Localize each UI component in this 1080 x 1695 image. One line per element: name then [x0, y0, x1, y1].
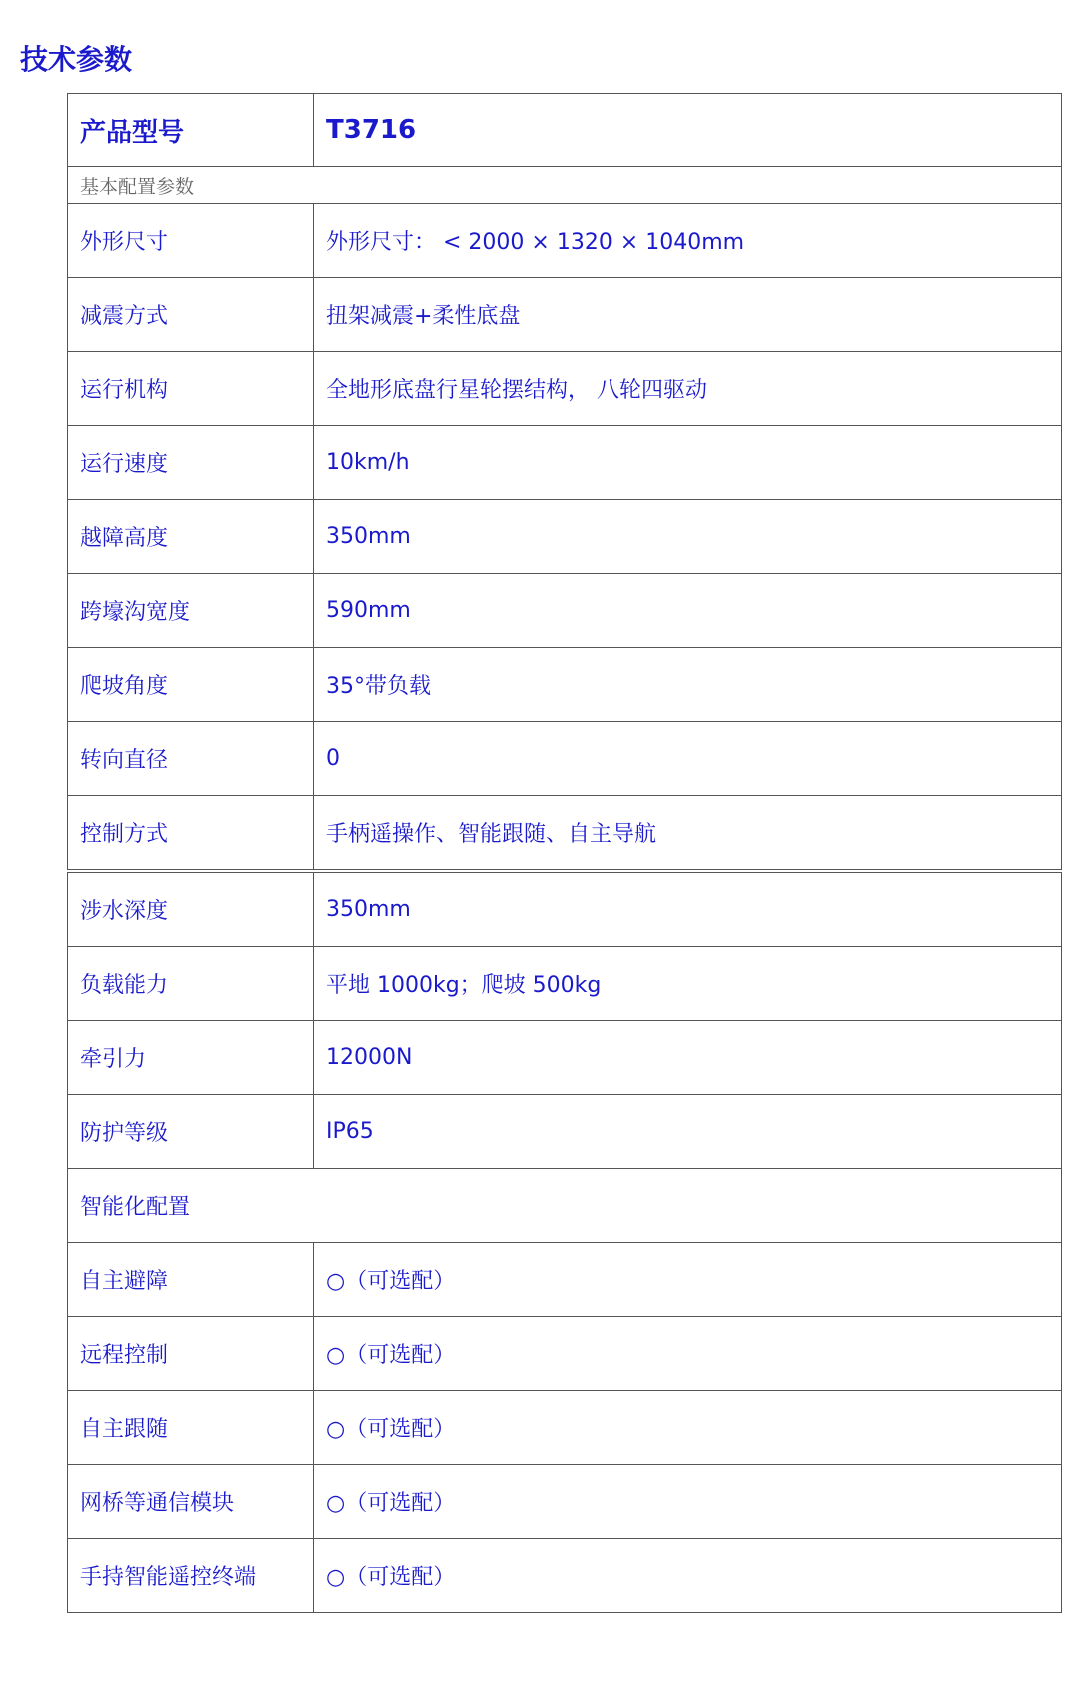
param-value: IP65	[314, 1095, 1062, 1169]
param-label: 自主避障	[68, 1243, 314, 1317]
param-label: 控制方式	[68, 796, 314, 872]
param-label: 涉水深度	[68, 871, 314, 947]
param-value: 平地 1000kg；爬坡 500kg	[314, 947, 1062, 1021]
section-row-smart	[68, 1169, 1062, 1243]
table-row	[68, 1465, 1062, 1539]
param-label: 运行速度	[68, 426, 314, 500]
param-label: 运行机构	[68, 352, 314, 426]
table-row	[68, 574, 1062, 648]
param-label: 网桥等通信模块	[68, 1465, 314, 1539]
param-value: 12000N	[314, 1021, 1062, 1095]
param-label: 跨壕沟宽度	[68, 574, 314, 648]
param-value: 10km/h	[314, 426, 1062, 500]
param-value: 590mm	[314, 574, 1062, 648]
table-row	[68, 796, 1062, 872]
param-value: 350mm	[314, 500, 1062, 574]
param-label: 负载能力	[68, 947, 314, 1021]
param-label: 防护等级	[68, 1095, 314, 1169]
param-label: 减震方式	[68, 278, 314, 352]
param-value: 35°带负载	[314, 648, 1062, 722]
table-row	[68, 204, 1062, 278]
table-row	[68, 500, 1062, 574]
param-value: 全地形底盘行星轮摆结构， 八轮四驱动	[314, 352, 1062, 426]
param-label: 牵引力	[68, 1021, 314, 1095]
table-row	[68, 1243, 1062, 1317]
param-value: ○（可选配）	[314, 1391, 1062, 1465]
param-value: ○（可选配）	[314, 1317, 1062, 1391]
table-row	[68, 722, 1062, 796]
param-value: 350mm	[314, 871, 1062, 947]
table-row	[68, 947, 1062, 1021]
table-row	[68, 426, 1062, 500]
param-value: ○（可选配）	[314, 1465, 1062, 1539]
model-value: T3716	[314, 94, 1062, 167]
table-row	[68, 1021, 1062, 1095]
table-row	[68, 1539, 1062, 1613]
table-row	[68, 1391, 1062, 1465]
section-title-smart: 智能化配置	[68, 1169, 1062, 1243]
param-label: 转向直径	[68, 722, 314, 796]
param-value: ○（可选配）	[314, 1243, 1062, 1317]
param-value: 扭架减震+柔性底盘	[314, 278, 1062, 352]
param-label: 远程控制	[68, 1317, 314, 1391]
param-label: 外形尺寸	[68, 204, 314, 278]
section-title-basic: 基本配置参数	[68, 167, 1062, 204]
spec-table	[67, 93, 1062, 1613]
param-label: 越障高度	[68, 500, 314, 574]
param-value: 手柄遥操作、智能跟随、自主导航	[314, 796, 1062, 872]
param-label: 自主跟随	[68, 1391, 314, 1465]
param-value: 外形尺寸： < 2000 × 1320 × 1040mm	[314, 204, 1062, 278]
table-row	[68, 648, 1062, 722]
param-label: 手持智能遥控终端	[68, 1539, 314, 1613]
page-title: 技术参数	[20, 43, 133, 76]
param-value: ○（可选配）	[314, 1539, 1062, 1613]
table-row	[68, 278, 1062, 352]
param-label: 爬坡角度	[68, 648, 314, 722]
table-row	[68, 871, 1062, 947]
table-row	[68, 1317, 1062, 1391]
table-row	[68, 352, 1062, 426]
model-label: 产品型号	[68, 94, 314, 167]
table-header-row	[68, 94, 1062, 167]
table-row	[68, 1095, 1062, 1169]
param-value: 0	[314, 722, 1062, 796]
section-row-basic	[68, 167, 1062, 204]
